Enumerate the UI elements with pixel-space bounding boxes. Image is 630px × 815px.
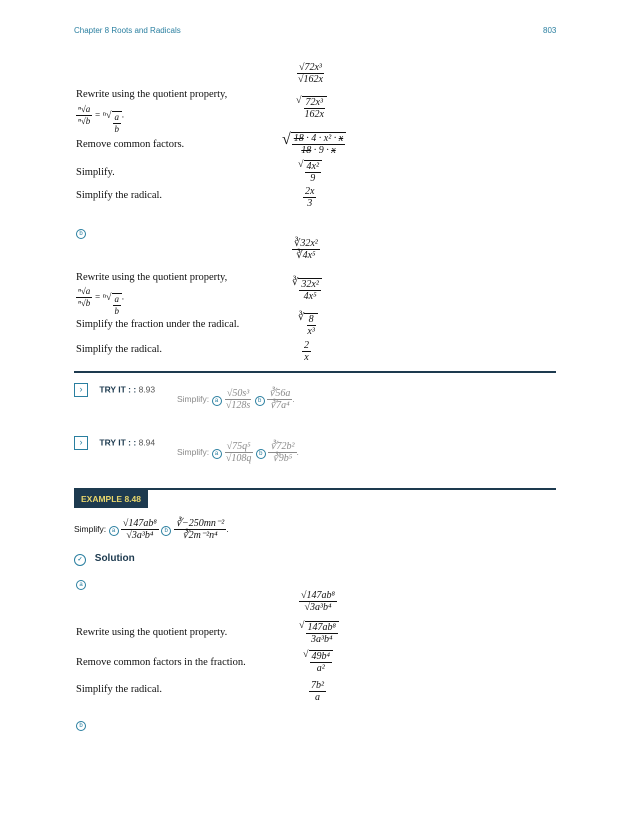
math-a-1: √ $\frac{\text{72x³}}{162x}$	[296, 96, 327, 120]
math-b-3: $\frac{2}{x}$	[304, 340, 309, 363]
try-it-label: TRY IT : :	[99, 384, 137, 395]
part-b-marker: b	[76, 222, 86, 240]
example-label: EXAMPLE 8.48	[74, 490, 148, 508]
math-b-2: ∛ $\frac{8}{\text{x³}}$	[298, 313, 318, 337]
step-a-3: Simplify.	[76, 167, 115, 178]
math-a-4: $\frac{2x}{3}$	[305, 186, 315, 209]
quotient-property-formula: $\frac{\text{ⁿ√a}}{\text{ⁿ√b}}$ = ⁿ√ $\frac{a}{b}$ .	[78, 104, 125, 134]
chevron-right-icon[interactable]: ›	[74, 436, 88, 450]
solution-heading: ✓ Solution	[74, 553, 135, 566]
try-it-8-93-problem: Simplify: a $\frac{\text{√50s³}}{√128s}$ b $\frac{∛56a}{\text{∛7a⁴}}$ .	[177, 388, 295, 411]
step-ex-2: Remove common factors in the fraction.	[76, 657, 246, 668]
try-it-8-94	[74, 436, 155, 450]
step-a-1: Rewrite using the quotient property,	[76, 89, 228, 100]
step-b-2: Simplify the fraction under the radical.	[76, 319, 240, 330]
math-a-2: √ $\frac{\text{18 · 4 · x² · x}}{18 \cdot 9 \cdot x}$	[282, 132, 346, 156]
math-a-start: $\frac{\text{√72x³}}{√162x}$	[298, 62, 323, 85]
math-ex-start: $\frac{\text{√147ab⁸}}{\text{√3a³b⁴}}$	[301, 590, 335, 613]
chapter-header: Chapter 8 Roots and Radicals	[74, 26, 181, 35]
math-b-1: ∛ $\frac{\text{32x²}}{\text{4x⁵}}$	[292, 278, 322, 302]
try-it-label: TRY IT : :	[99, 437, 137, 448]
section-divider	[74, 371, 556, 373]
math-ex-1: √ $\frac{\text{147ab⁸}}{\text{3a³b⁴}}$	[299, 621, 339, 645]
ex-part-a-marker: a	[76, 573, 86, 591]
chevron-right-icon[interactable]: ›	[74, 383, 88, 397]
try-it-8-93	[74, 383, 155, 397]
ex-part-b-marker: b	[76, 714, 86, 732]
check-icon: ✓	[74, 554, 86, 566]
math-b-start: $\frac{\text{∛32x²}}{\text{∛4x⁵}}$	[294, 238, 318, 261]
page-number: 803	[543, 26, 557, 35]
try-it-number: 8.93	[138, 384, 156, 395]
math-ex-2: √ $\frac{\text{49b⁴}}{\text{a²}}$	[303, 650, 333, 674]
math-ex-3: $\frac{\text{7b²}}{a}$	[311, 680, 324, 703]
step-a-4: Simplify the radical.	[76, 190, 163, 201]
quotient-property-formula-b: $\frac{\text{ⁿ√a}}{\text{ⁿ√b}}$ = ⁿ√ $\frac{a}{b}$ .	[78, 286, 125, 316]
step-b-1: Rewrite using the quotient property,	[76, 272, 228, 283]
example-problem: Simplify: a $\frac{\text{√147ab⁸}}{\text{√3a³b⁴}}$ b $\frac{\text{∛−250mn⁻²}}{\text{∛2m⁻²n⁴}}$ .	[74, 518, 229, 541]
step-ex-1: Rewrite using the quotient property.	[76, 627, 228, 638]
try-it-number: 8.94	[138, 437, 156, 448]
try-it-8-94-problem: Simplify: a $\frac{\text{√75q⁵}}{√108q}$ b $\frac{\text{∛72b²}}{\text{∛9b⁵}}$ .	[177, 441, 299, 464]
math-a-3: √ $\frac{\text{4x²}}{9}$	[298, 160, 322, 184]
step-ex-3: Simplify the radical.	[76, 684, 163, 695]
step-b-3: Simplify the radical.	[76, 344, 163, 355]
step-a-2: Remove common factors.	[76, 139, 185, 150]
